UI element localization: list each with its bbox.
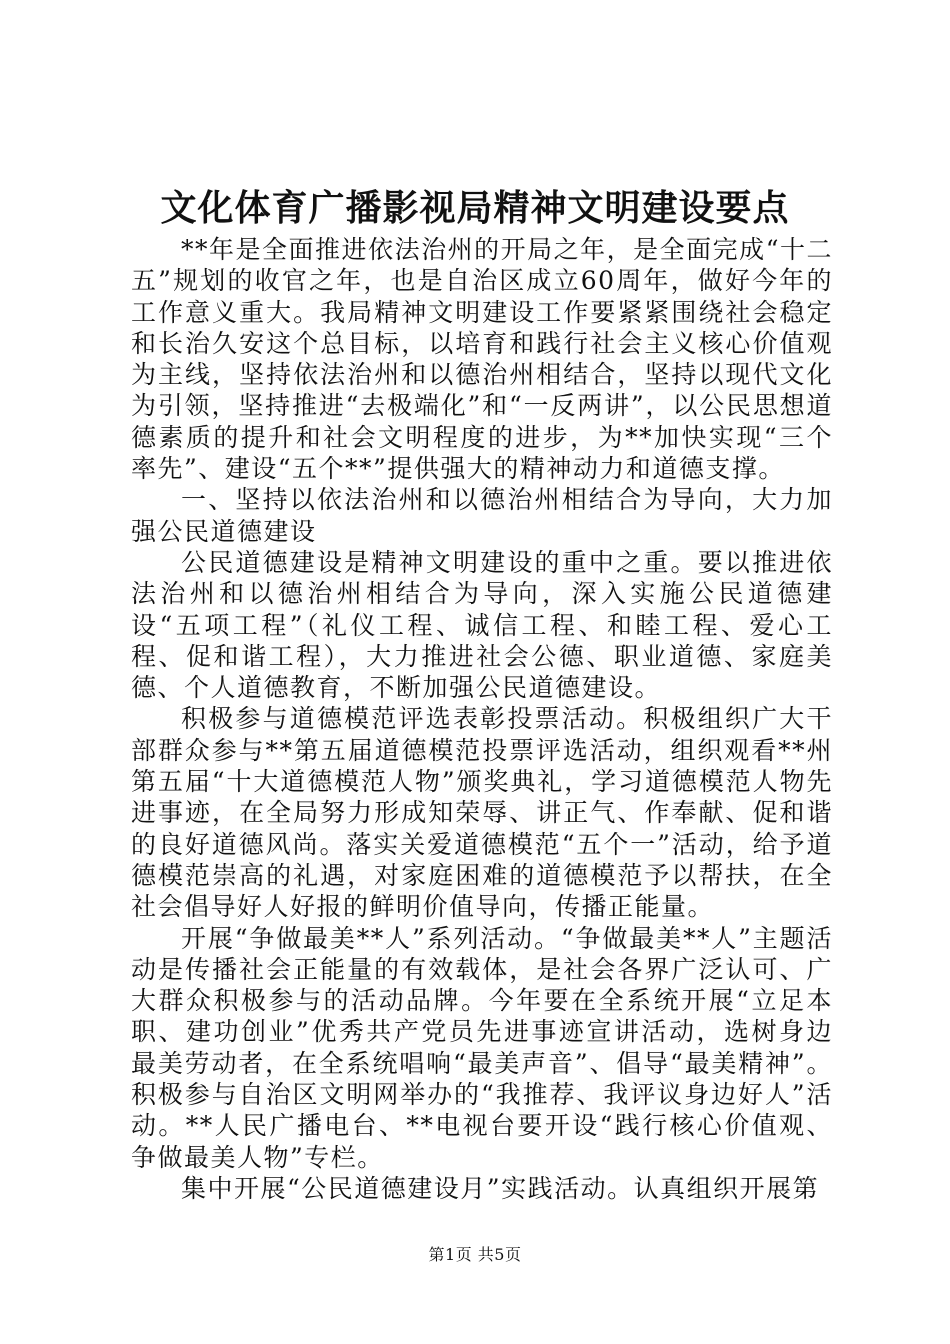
page-number-footer: 第1页 共5页 xyxy=(428,1245,522,1264)
paragraph-moral-model-voting: 积极参与道德模范评选表彰投票活动。积极组织广大干部群众参与**第五届道德模范投票评选活动，组织观看**州第五届“十大道德模范人物”颁奖典礼，学习道德模范人物先进事迹，在全局努力形成知荣辱、讲正气、作奉献、促和谐的良好道德风尚。落实关爱道德模范“五个一”活动，给予道德模范崇高的礼遇，对家庭困难的道德模范予以帮扶，在全社会倡导好人好报的鲜明价值导向，传播正能量。 xyxy=(131,704,833,922)
document-title: 文化体育广播影视局精神文明建设要点 xyxy=(160,187,790,229)
section-heading-1: 一、坚持以依法治州和以德治州相结合为导向，大力加强公民道德建设 xyxy=(131,485,833,546)
paragraph-intro: **年是全面推进依法治州的开局之年，是全面完成“十二五”规划的收官之年，也是自治区成立60周年，做好今年的工作意义重大。我局精神文明建设工作要紧紧围绕社会稳定和长治久安这个总目标，以培育和践行社会主义核心价值观为主线，坚持依法治州和以德治州相结合，坚持以现代文化为引领，坚持推进“去极端化”和“一反两讲”，以公民思想道德素质的提升和社会文明程度的进步，为**加快实现“三个率先”、建设“五个**”提供强大的精神动力和道德支撑。 xyxy=(131,235,833,484)
paragraph-civic-morality: 公民道德建设是精神文明建设的重中之重。要以推进依法治州和以德治州相结合为导向，深入实施公民道德建设“五项工程”（礼仪工程、诚信工程、和睦工程、爱心工程、促和谐工程），大力推进社会公德、职业道德、家庭美德、个人道德教育，不断加强公民道德建设。 xyxy=(131,547,833,703)
document-body xyxy=(131,234,833,1204)
paragraph-morality-month: 集中开展“公民道德建设月”实践活动。认真组织开展第 xyxy=(181,1173,820,1203)
paragraph-most-beautiful-person: 开展“争做最美**人”系列活动。“争做最美**人”主题活动是传播社会正能量的有效载体，是社会各界广泛认可、广大群众积极参与的活动品牌。今年要在全系统开展“立足本职、建功创业”优秀共产党员先进事迹宣讲活动，选树身边最美劳动者，在全系统唱响“最美声音”、倡导“最美精神”。积极参与自治区文明网举办的“我推荐、我评议身边好人”活动。**人民广播电台、**电视台要开设“践行核心价值观、争做最美人物”专栏。 xyxy=(131,923,833,1172)
